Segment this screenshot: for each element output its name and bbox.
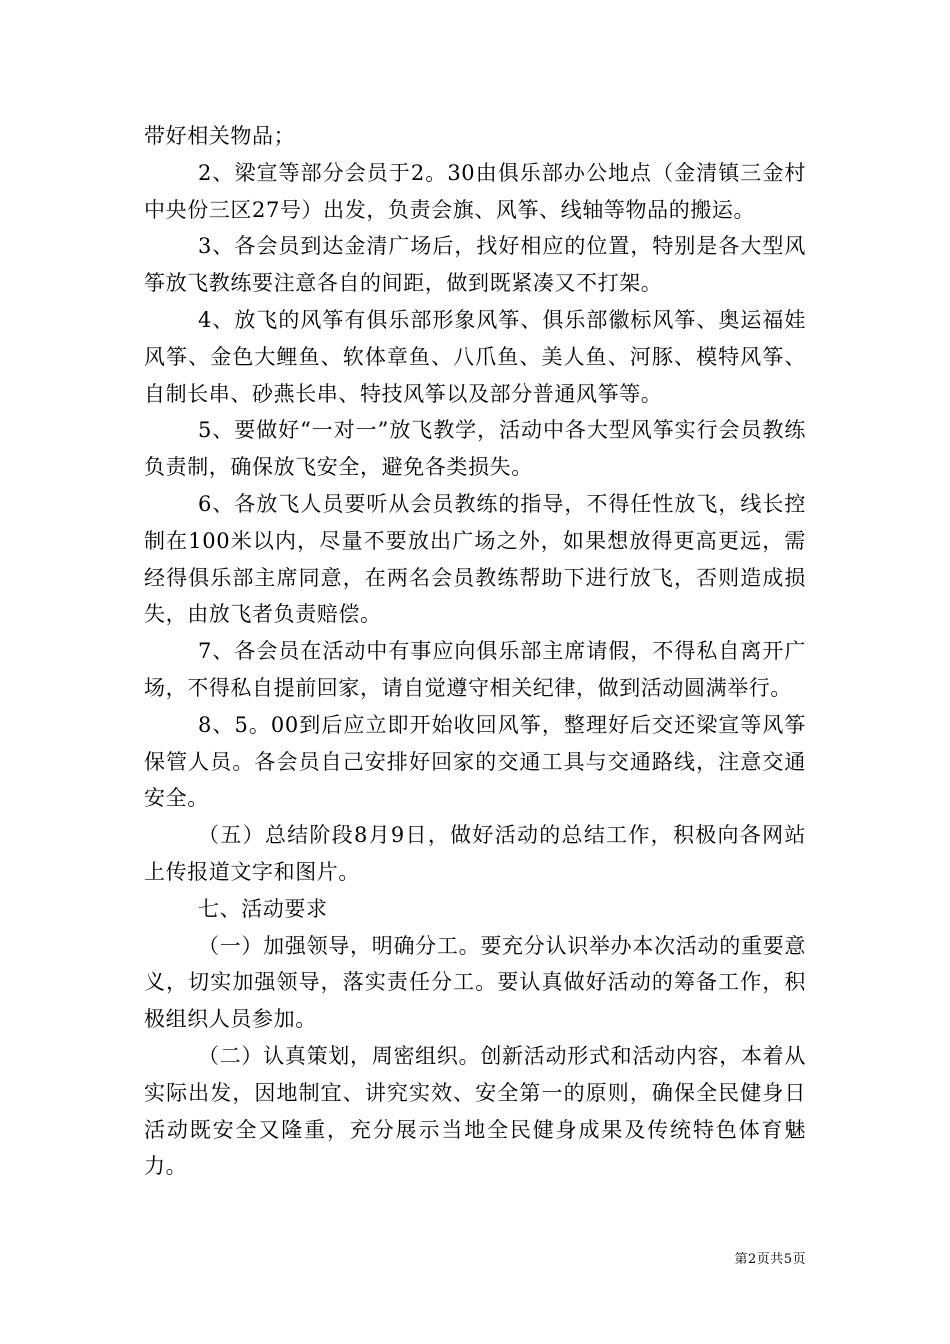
paragraph-4: 4、放飞的风筝有俱乐部形象风筝、俱乐部徽标风筝、奥运福娃风筝、金色大鲤鱼、软体章鱼、八爪鱼、美人鱼、河豚、模特风筝、自制长串、砂燕长串、特技风筝以及部分普通风筝等。 (144, 307, 806, 406)
paragraph-12: （二）认真策划，周密组织。创新活动形式和活动内容，本着从实际出发，因地制宜、讲究实效、安全第一的原则，确保全民健身日活动既安全又隆重，充分展示当地全民健身成果及传统特色体育魅力。 (144, 1043, 806, 1179)
paragraph-8: 8、5。00到后应立即开始收回风筝，整理好后交还梁宣等风筝保管人员。各会员自己安排好回家的交通工具与交通路线，注意交通安全。 (144, 712, 806, 811)
section-heading: 七、活动要求 (198, 896, 328, 921)
paragraph-1: 带好相关物品； (144, 124, 296, 148)
paragraph-3: 3、各会员到达金清广场后，找好相应的位置，特别是各大型风筝放飞教练要注意各自的间距，做到既紧凑又不打架。 (144, 234, 806, 296)
paragraph-5: 5、要做好“一对一”放飞教学，活动中各大型风筝实行会员教练负责制，确保放飞安全，避免各类损失。 (144, 418, 806, 480)
document-body (144, 118, 806, 1185)
page-number: 第2页共5页 (734, 1252, 806, 1267)
paragraph-2: 2、梁宣等部分会员于2。30由俱乐部办公地点（金清镇三金村中央份三区27号）出发，负责会旗、风筝、线轴等物品的搬运。 (144, 160, 806, 222)
paragraph-7: 7、各会员在活动中有事应向俱乐部主席请假，不得私自离开广场，不得私自提前回家，请自觉遵守相关纪律，做到活动圆满举行。 (144, 639, 806, 700)
paragraph-11: （一）加强领导，明确分工。要充分认识举办本次活动的重要意义，切实加强领导，落实责任分工。要认真做好活动的筹备工作，积极组织人员参加。 (144, 933, 806, 1032)
paragraph-9: （五）总结阶段8月9日，做好活动的总结工作，积极向各网站上传报道文字和图片。 (144, 823, 806, 884)
paragraph-6: 6、各放飞人员要听从会员教练的指导，不得任性放飞，线长控制在100米以内，尽量不要放出广场之外，如果想放得更高更远，需经得俱乐部主席同意，在两名会员教练帮助下进行放飞，否则造成损失，由放飞者负责赔偿。 (144, 491, 806, 627)
